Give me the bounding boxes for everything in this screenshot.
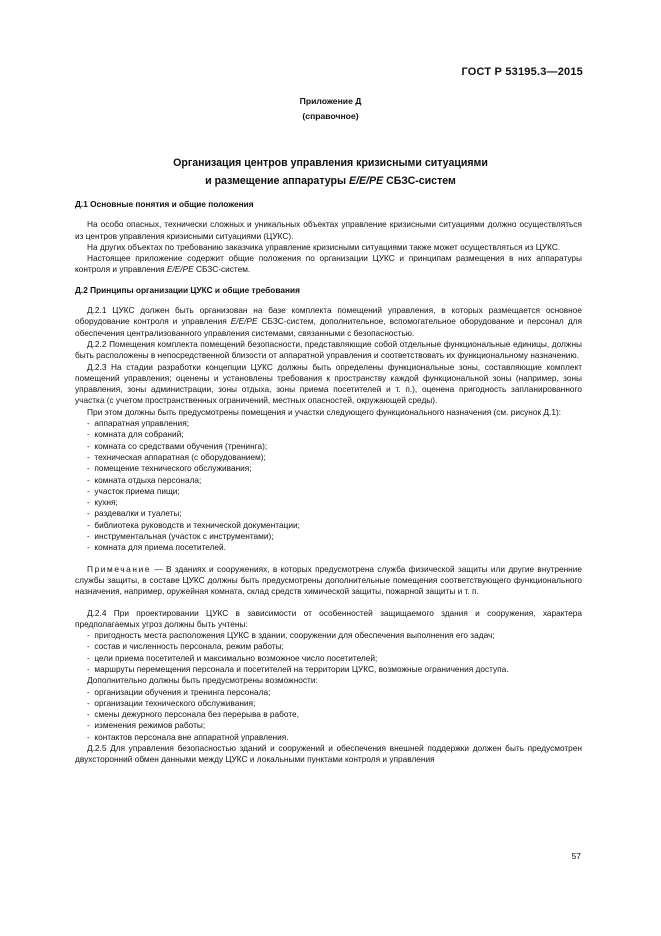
list-item: - пригодность места расположения ЦУКС в здании, сооружении для обеспечения выполнения его задач;	[75, 630, 582, 641]
paragraph-d1-3-italic: E/E/PE	[166, 264, 194, 275]
list-item: - смены дежурного персонала без перерыва в работе,	[75, 709, 582, 720]
options-list	[75, 687, 582, 743]
list-item: - инструментальная (участок с инструментами);	[75, 531, 582, 542]
list-item: - раздевалки и туалеты;	[75, 508, 582, 519]
list-item: - изменения режимов работы;	[75, 720, 582, 731]
list-item: - цели приема посетителей и максимально возможное число посетителей;	[75, 653, 582, 664]
title-line-2-suffix: СБЗС-систем	[383, 175, 456, 187]
note-paragraph	[75, 564, 582, 598]
title-line-2-prefix: и размещение аппаратуры	[205, 175, 349, 187]
paragraph-d2-3-2: При этом должны быть предусмотрены помещения и участки следующего функционального назначения (см. рисунок Д.1):	[87, 406, 562, 417]
appendix-heading	[0, 94, 661, 124]
appendix-label: Приложение Д	[299, 96, 362, 106]
list-item: - кухня;	[75, 497, 582, 508]
document-code: ГОСТ Р 53195.3—2015	[461, 66, 583, 78]
title-line-1: Организация центров управления кризисными ситуациями	[173, 157, 488, 169]
rooms-list	[75, 418, 582, 554]
paragraph-d2-1	[75, 305, 582, 339]
appendix-title	[0, 154, 661, 190]
title-line-2	[0, 172, 661, 190]
factors-list	[75, 630, 582, 675]
paragraph-d1-3-prefix: Настоящее приложение содержит общие положения по организации ЦУКС и принципам размещения в них аппаратуры контроля и управления	[75, 253, 582, 275]
paragraph-d2-1-italic: E/E/PE	[230, 316, 258, 327]
paragraph-d2-1-suffix: СБЗС-систем, дополнительное, вспомогательное оборудование и персонал для обеспечения централизованного управления системами, связанными с безопасностью.	[75, 316, 582, 338]
paragraph-d2-2: Д.2.2 Помещения комплекта помещений безопасности, представляющие собой отдельные функциональные единицы, должны быть расположены в непосредственной близости от аппаратной управления и соответствовать их функциональному назначению.	[75, 338, 582, 361]
list-item: - организации технического обслуживания;	[75, 698, 582, 709]
paragraph-d2-3: Д.2.3 На стадии разработки концепции ЦУКС должны быть определены функциональные зоны, составляющие комплект помещений управления; оценены и установлены требования к пространству каждой функциональной зоны (например, зоны управления, зоны администрации, зоны отдыха, зоны приема посетителей и т. п.), оценена пригодность запланированного участка (с учетом пространственных ограничений, местных опасностей, окружающей среды).	[75, 361, 582, 406]
list-item: - маршруты перемещения персонала и посетителей на территории ЦУКС, возможные ограничения доступа.	[75, 664, 582, 675]
note-label: Примечание	[87, 563, 152, 574]
list-item: - организации обучения и тренинга персонала;	[75, 687, 582, 698]
paragraph-d1-3	[75, 253, 582, 276]
list-item: - состав и численность персонала, режим работы;	[75, 641, 582, 652]
section-heading-d1: Д.1 Основные понятия и общие положения	[75, 199, 254, 209]
list-item: - комната отдыха персонала;	[75, 475, 582, 486]
list-item: - помещение технического обслуживания;	[75, 463, 582, 474]
list-item: - комната для приема посетителей.	[75, 542, 582, 553]
note-text: — В зданиях и сооружениях, в которых предусмотрена служба физической защиты или другие внутренние службы защиты, в составе ЦУКС должны быть предусмотрены дополнительные помещения соответствующего функционального назначения, например, оружейная комната, склад средств химической защиты, пожарной защиты и т. п.	[75, 563, 582, 597]
title-line-2-italic: E/E/PE	[349, 175, 384, 187]
paragraph-d2-4: Д.2.4 При проектировании ЦУКС в зависимости от особенностей защищаемого здания и сооружения, характера предполагаемых угроз должны быть учтены:	[75, 607, 582, 629]
list-item: - библиотека руководств и технической документации;	[75, 520, 582, 531]
document-body	[75, 199, 582, 766]
list-item: - аппаратная управления;	[75, 418, 582, 429]
list-item: - контактов персонала вне аппаратной управления.	[75, 732, 582, 743]
page-number: 57	[571, 851, 581, 861]
paragraph-d1-1: На особо опасных, технически сложных и уникальных объектах управление кризисными ситуациями должно осуществляться из центров управления кризисными ситуациями (ЦУКС).	[75, 219, 582, 241]
paragraph-d1-3-suffix: СБЗС-систем.	[193, 264, 251, 275]
paragraph-d1-2: На других объектах по требованию заказчика управление кризисными ситуациями также может осуществляться из ЦУКС.	[87, 241, 561, 252]
list-item: - комната со средствами обучения (тренинга);	[75, 441, 582, 452]
appendix-type: (справочное)	[302, 111, 359, 121]
paragraph-d2-4-extra: Дополнительно должны быть предусмотрены возможности:	[87, 675, 318, 686]
list-item: - техническая аппаратная (с оборудованием);	[75, 452, 582, 463]
paragraph-d2-5: Д.2.5 Для управления безопасностью зданий и сооружений и обеспечения внешней поддержки должен быть предусмотрен двухсторонний обмен данными между ЦУКС и локальными пунктами контроля и управления	[75, 743, 582, 765]
list-item: - участок приема пищи;	[75, 486, 582, 497]
list-item: - комната для собраний;	[75, 429, 582, 440]
section-heading-d2: Д.2 Принципы организации ЦУКС и общие требования	[75, 284, 300, 295]
paragraph-d2-1-prefix: Д.2.1 ЦУКС должен быть организован на базе комплекта помещений управления, в которых размещается основное оборудование контроля и управления	[75, 305, 582, 327]
